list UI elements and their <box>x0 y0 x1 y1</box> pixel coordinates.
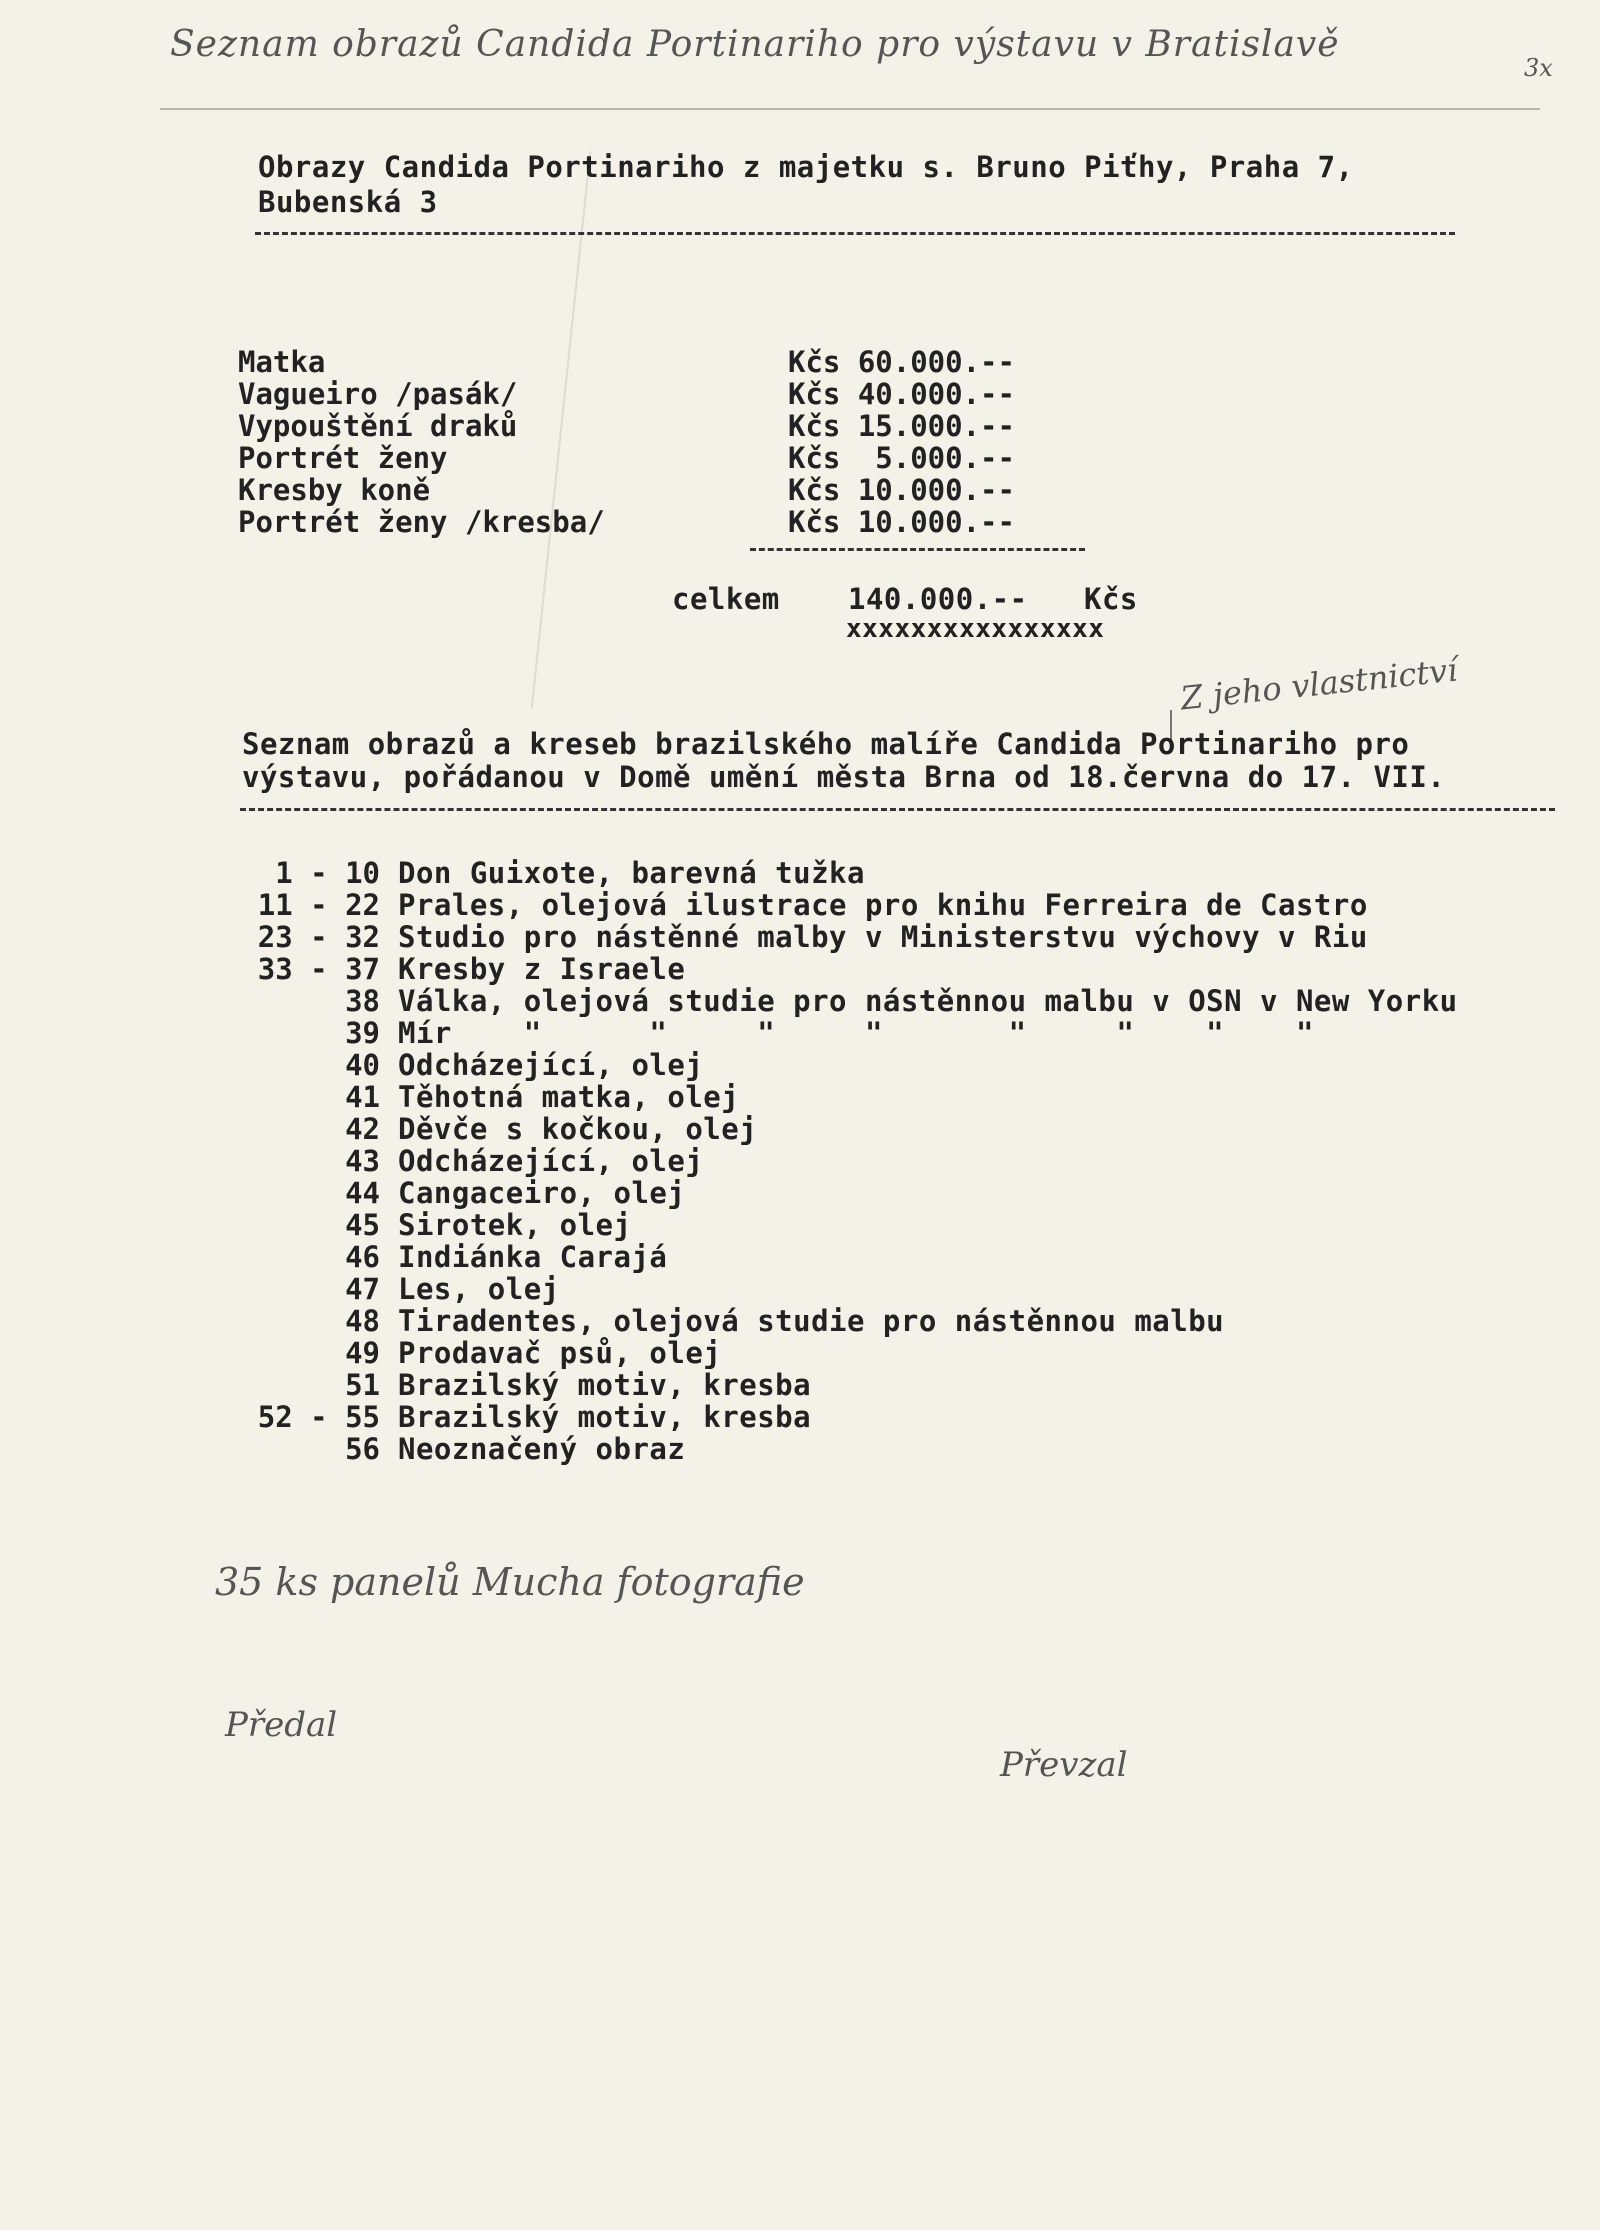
work-number: 46 <box>345 1240 380 1274</box>
price-list-price: Kčs 40.000.-- <box>788 377 1015 411</box>
total-currency: Kčs <box>1084 582 1138 616</box>
total-label: celkem <box>672 582 780 616</box>
work-number: 45 <box>345 1208 380 1242</box>
work-description: Cangaceiro, olej <box>398 1176 686 1210</box>
work-description: Kresby z Israele <box>398 952 686 986</box>
work-description: Děvče s kočkou, olej <box>398 1112 758 1146</box>
price-list-title: Matka <box>238 345 326 379</box>
work-description: Tiradentes, olejová studie pro nástěnnou malbu <box>398 1304 1225 1338</box>
work-description: Prales, olejová ilustrace pro knihu Ferreira de Castro <box>398 888 1368 922</box>
work-number: 51 <box>345 1368 380 1402</box>
price-list-title: Vagueiro /pasák/ <box>238 377 518 411</box>
work-number: 41 <box>345 1080 380 1114</box>
work-description: Mír " " " " " " " " <box>398 1016 1314 1050</box>
work-number: 11 - 22 <box>257 888 380 922</box>
work-number: 48 <box>345 1304 380 1338</box>
signature-left: Předal <box>225 1705 338 1745</box>
work-number: 56 <box>345 1432 380 1466</box>
work-number: 47 <box>345 1272 380 1306</box>
total-amount: 140.000.-- <box>848 582 1028 616</box>
work-description: Brazilský motiv, kresba <box>398 1400 812 1434</box>
owner-heading-underline <box>255 232 1455 235</box>
work-number: 43 <box>345 1144 380 1178</box>
work-description: Odcházející, olej <box>398 1048 704 1082</box>
owner-heading-line1: Obrazy Candida Portinariho z majetku s. Bruno Piťhy, Praha 7, <box>258 150 1354 184</box>
work-description: Válka, olejová studie pro nástěnnou malbu v OSN v New Yorku <box>398 984 1458 1018</box>
work-description: Prodavač psů, olej <box>398 1336 722 1370</box>
paper-crease <box>531 151 592 708</box>
handwritten-header: Seznam obrazů Candida Portinariho pro výstavu v Bratislavě <box>170 24 1340 65</box>
work-description: Odcházející, olej <box>398 1144 704 1178</box>
price-list-title: Kresby koně <box>238 473 431 507</box>
total-crossout: xxxxxxxxxxxxxxxx <box>846 614 1105 644</box>
exhibition-heading-line2: výstavu, pořádanou v Domě umění města Brna od 18.června do 17. VII. <box>242 760 1446 794</box>
handwritten-footer: 35 ks panelů Mucha fotografie <box>215 1560 805 1604</box>
owner-heading-line2: Bubenská 3 <box>258 185 438 219</box>
work-description: Studio pro nástěnné malby v Ministerstvu výchovy v Riu <box>398 920 1368 954</box>
handwritten-margin-note: Z jeho vlastnictví <box>1178 650 1460 718</box>
work-description: Neoznačený obraz <box>398 1432 686 1466</box>
work-number: 44 <box>345 1176 380 1210</box>
exhibition-heading-underline <box>240 808 1555 811</box>
work-description: Těhotná matka, olej <box>398 1080 740 1114</box>
work-number: 40 <box>345 1048 380 1082</box>
work-description: Indiánka Carajá <box>398 1240 668 1274</box>
price-list-price: Kčs 5.000.-- <box>788 441 1015 475</box>
work-description: Brazilský motiv, kresba <box>398 1368 812 1402</box>
work-number: 49 <box>345 1336 380 1370</box>
work-number: 23 - 32 <box>257 920 380 954</box>
price-sum-line <box>750 548 1085 551</box>
header-pencil-line <box>160 108 1540 110</box>
price-list-title: Portrét ženy /kresba/ <box>238 505 605 539</box>
work-number: 39 <box>345 1016 380 1050</box>
signature-right: Převzal <box>1000 1745 1128 1785</box>
work-number: 1 - 10 <box>275 856 380 890</box>
price-list-price: Kčs 10.000.-- <box>788 505 1015 539</box>
price-list-title: Vypouštění draků <box>238 409 518 443</box>
work-description: Don Guixote, barevná tužka <box>398 856 865 890</box>
work-number: 42 <box>345 1112 380 1146</box>
work-number: 52 - 55 <box>257 1400 380 1434</box>
price-list-price: Kčs 60.000.-- <box>788 345 1015 379</box>
work-description: Les, olej <box>398 1272 560 1306</box>
work-number: 38 <box>345 984 380 1018</box>
price-list-price: Kčs 15.000.-- <box>788 409 1015 443</box>
exhibition-heading-line1: Seznam obrazů a kreseb brazilského malíře Candida Portinariho pro <box>242 727 1410 761</box>
work-description: Sirotek, olej <box>398 1208 632 1242</box>
work-number: 33 - 37 <box>257 952 380 986</box>
price-list-price: Kčs 10.000.-- <box>788 473 1015 507</box>
handwritten-header-note: 3x <box>1524 54 1553 82</box>
price-list-title: Portrét ženy <box>238 441 448 475</box>
